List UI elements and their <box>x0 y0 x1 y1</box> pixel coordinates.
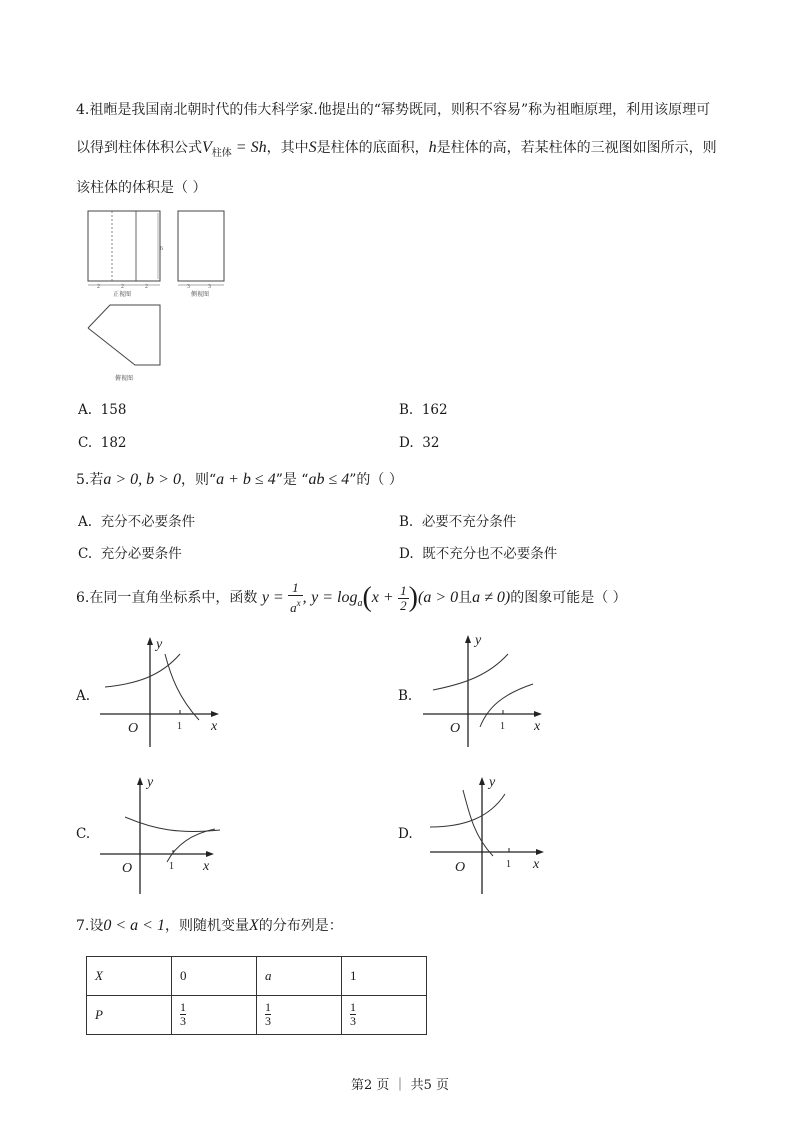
table-cell: a <box>257 957 342 996</box>
dim-front-c: 2 <box>145 284 148 290</box>
q6-graph-a[interactable] <box>95 632 230 750</box>
q4-option-d[interactable]: D. 32 <box>399 435 440 451</box>
table-cell: 0 <box>172 957 257 996</box>
q5-option-d[interactable]: D. 既不充分也不必要条件 <box>399 546 558 562</box>
dim-front-a: 2 <box>97 284 100 290</box>
origin-label: O <box>450 721 461 736</box>
q6-graph-c[interactable] <box>95 772 230 897</box>
q5-option-c[interactable]: C. 充分必要条件 <box>78 546 182 562</box>
fraction-one-over-a-x: $\frac{1}{a^x}$ <box>290 580 301 615</box>
table-row <box>87 957 427 996</box>
dim-side-b: 3 <box>208 284 211 290</box>
q6-graph-d[interactable] <box>425 772 560 897</box>
table-cell: $\frac{1}{3}$ <box>342 996 427 1035</box>
q4-line2: 以得到柱体体积公式$V_{柱体} = Sh$，其中S是柱体的底面积，h是柱体的高，若某柱体的三视图如图所示，则 <box>76 139 717 159</box>
axis-y-label: y <box>156 637 163 652</box>
q4-option-c[interactable]: C. 182 <box>78 435 127 451</box>
distribution-table <box>86 956 427 1035</box>
q5-option-b[interactable]: B. 必要不充分条件 <box>399 514 517 530</box>
table-cell: $\frac{1}{3}$ <box>257 996 342 1035</box>
origin-label: O <box>455 860 466 875</box>
dim-front-b: 2 <box>121 284 124 290</box>
front-view-label: 正视图 <box>113 292 132 298</box>
q4-line3: 该柱体的体积是（ ） <box>76 180 207 196</box>
tick-one: 1 <box>169 861 174 872</box>
axis-x-label: x <box>211 719 218 734</box>
q6-stem: 6.在同一直角坐标系中，函数 y = $\frac{1}{a^x}$ , $y = \log_a(x$ + $\frac{1}{2}$ )(a > 0且a ≠ 0)的图象可能是（ ） <box>76 580 627 615</box>
q4-option-a[interactable]: A. 158 <box>78 402 127 418</box>
top-view <box>88 305 160 382</box>
q5-stem: 5.若a > 0, b > 0，则“a + b ≤ 4”是 “ab ≤ 4”的（ ） <box>76 471 403 488</box>
top-view-label: 俯视图 <box>115 376 134 382</box>
table-cell: $\frac{1}{3}$ <box>172 996 257 1035</box>
table-cell: 1 <box>342 957 427 996</box>
axis-x-label: x <box>533 857 540 872</box>
q6-graph-b[interactable] <box>418 632 553 750</box>
table-cell: X <box>87 957 172 996</box>
origin-label: O <box>128 721 139 736</box>
side-view-label: 侧视图 <box>191 292 210 298</box>
axis-x-label: x <box>534 719 541 734</box>
q4-option-b[interactable]: B. 162 <box>399 402 448 418</box>
origin-label: O <box>122 861 133 876</box>
table-cell: P <box>87 996 172 1035</box>
axis-x-label: x <box>203 859 210 874</box>
q5-option-a[interactable]: A. 充分不必要条件 <box>78 514 196 530</box>
side-view <box>178 211 224 298</box>
table-row <box>87 996 427 1035</box>
dim-side-a: 3 <box>187 284 190 290</box>
q6-option-a-label[interactable]: A. <box>76 688 91 704</box>
q6-option-c-label[interactable]: C. <box>76 826 91 842</box>
tick-one: 1 <box>177 721 182 732</box>
three-views-figure <box>80 205 240 390</box>
q6-option-b-label[interactable]: B. <box>398 688 413 704</box>
q4-line1: 4.祖暅是我国南北朝时代的伟大科学家.他提出的“幂势既同，则积不容易”称为祖暅原理，利用该原理可 <box>76 102 711 118</box>
tick-one: 1 <box>506 859 511 870</box>
q4-formula: $V_{柱体} = Sh$ <box>202 139 267 159</box>
fraction-one-half: $\frac{1}{2}$ <box>400 582 407 613</box>
q6-option-d-label[interactable]: D. <box>398 826 413 842</box>
q7-stem: 7.设0 < a < 1，则随机变量X的分布列是： <box>76 917 343 934</box>
dim-height: 6 <box>160 246 163 252</box>
axis-y-label: y <box>147 775 154 790</box>
axis-y-label: y <box>489 775 496 790</box>
tick-one: 1 <box>500 721 505 732</box>
page-footer: 第2 页 ｜ 共5 页 <box>350 1078 450 1093</box>
front-view <box>88 211 163 298</box>
axis-y-label: y <box>475 633 482 648</box>
